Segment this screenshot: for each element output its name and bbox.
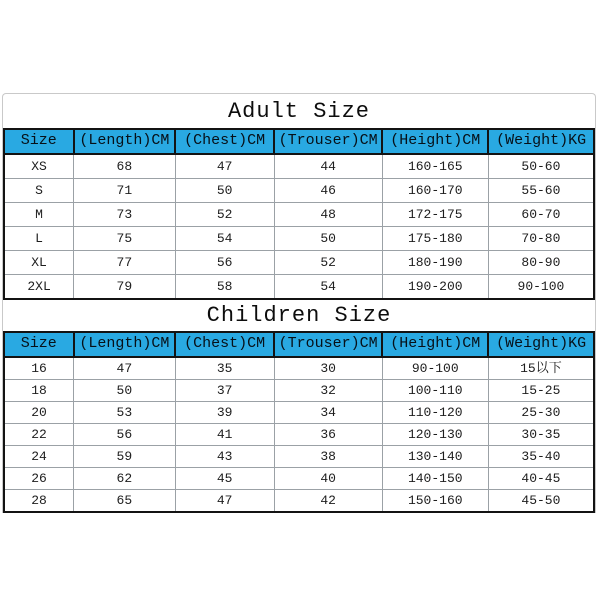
column-header: (Length)CM	[74, 332, 175, 357]
column-header: (Length)CM	[74, 129, 175, 154]
size-cell: 18	[4, 380, 74, 402]
value-cell: 75	[74, 227, 175, 251]
value-cell: 32	[274, 380, 382, 402]
size-chart-card	[2, 93, 596, 513]
adult-header-row	[4, 129, 594, 154]
size-cell: L	[4, 227, 74, 251]
column-header: (Chest)CM	[175, 332, 274, 357]
column-header: (Weight)KG	[488, 129, 594, 154]
value-cell: 15以下	[488, 357, 594, 380]
column-header: Size	[4, 129, 74, 154]
size-cell: 28	[4, 490, 74, 513]
size-cell: 16	[4, 357, 74, 380]
column-header: (Trouser)CM	[274, 332, 382, 357]
value-cell: 46	[274, 179, 382, 203]
value-cell: 56	[74, 424, 175, 446]
value-cell: 36	[274, 424, 382, 446]
table-row	[4, 468, 594, 490]
table-row	[4, 251, 594, 275]
value-cell: 100-110	[382, 380, 488, 402]
value-cell: 190-200	[382, 275, 488, 300]
value-cell: 45	[175, 468, 274, 490]
value-cell: 52	[175, 203, 274, 227]
value-cell: 58	[175, 275, 274, 300]
value-cell: 71	[74, 179, 175, 203]
value-cell: 60-70	[488, 203, 594, 227]
value-cell: 68	[74, 154, 175, 179]
value-cell: 44	[274, 154, 382, 179]
value-cell: 50-60	[488, 154, 594, 179]
table-row	[4, 402, 594, 424]
value-cell: 41	[175, 424, 274, 446]
value-cell: 52	[274, 251, 382, 275]
value-cell: 56	[175, 251, 274, 275]
value-cell: 73	[74, 203, 175, 227]
value-cell: 45-50	[488, 490, 594, 513]
value-cell: 35	[175, 357, 274, 380]
value-cell: 40	[274, 468, 382, 490]
adult-size-title: Adult Size	[227, 99, 371, 124]
table-row	[4, 154, 594, 179]
value-cell: 140-150	[382, 468, 488, 490]
value-cell: 80-90	[488, 251, 594, 275]
column-header: (Height)CM	[382, 129, 488, 154]
size-cell: XL	[4, 251, 74, 275]
value-cell: 59	[74, 446, 175, 468]
value-cell: 39	[175, 402, 274, 424]
value-cell: 47	[74, 357, 175, 380]
table-row	[4, 357, 594, 380]
value-cell: 47	[175, 490, 274, 513]
column-header: (Height)CM	[382, 332, 488, 357]
value-cell: 30-35	[488, 424, 594, 446]
value-cell: 172-175	[382, 203, 488, 227]
adult-size-table	[3, 128, 595, 300]
value-cell: 180-190	[382, 251, 488, 275]
table-row	[4, 275, 594, 300]
children-size-table	[3, 331, 595, 513]
value-cell: 70-80	[488, 227, 594, 251]
column-header: Size	[4, 332, 74, 357]
value-cell: 175-180	[382, 227, 488, 251]
value-cell: 50	[175, 179, 274, 203]
table-row	[4, 179, 594, 203]
value-cell: 34	[274, 402, 382, 424]
value-cell: 110-120	[382, 402, 488, 424]
value-cell: 54	[175, 227, 274, 251]
size-cell: 24	[4, 446, 74, 468]
column-header: (Weight)KG	[488, 332, 594, 357]
size-cell: 26	[4, 468, 74, 490]
children-header-row	[4, 332, 594, 357]
table-row	[4, 424, 594, 446]
children-table-body	[4, 357, 594, 512]
value-cell: 42	[274, 490, 382, 513]
value-cell: 62	[74, 468, 175, 490]
value-cell: 54	[274, 275, 382, 300]
table-row	[4, 490, 594, 513]
value-cell: 25-30	[488, 402, 594, 424]
children-size-title: Children Size	[206, 303, 392, 328]
column-header: (Chest)CM	[175, 129, 274, 154]
table-row	[4, 203, 594, 227]
value-cell: 30	[274, 357, 382, 380]
value-cell: 130-140	[382, 446, 488, 468]
value-cell: 53	[74, 402, 175, 424]
table-row	[4, 227, 594, 251]
size-cell: XS	[4, 154, 74, 179]
value-cell: 37	[175, 380, 274, 402]
value-cell: 90-100	[382, 357, 488, 380]
table-row	[4, 380, 594, 402]
value-cell: 77	[74, 251, 175, 275]
value-cell: 90-100	[488, 275, 594, 300]
value-cell: 40-45	[488, 468, 594, 490]
adult-table-body	[4, 154, 594, 299]
value-cell: 43	[175, 446, 274, 468]
value-cell: 38	[274, 446, 382, 468]
table-row	[4, 446, 594, 468]
value-cell: 50	[74, 380, 175, 402]
value-cell: 160-165	[382, 154, 488, 179]
value-cell: 79	[74, 275, 175, 300]
value-cell: 47	[175, 154, 274, 179]
size-cell: 2XL	[4, 275, 74, 300]
value-cell: 160-170	[382, 179, 488, 203]
size-cell: M	[4, 203, 74, 227]
value-cell: 15-25	[488, 380, 594, 402]
value-cell: 55-60	[488, 179, 594, 203]
value-cell: 50	[274, 227, 382, 251]
value-cell: 120-130	[382, 424, 488, 446]
size-cell: 20	[4, 402, 74, 424]
size-cell: 22	[4, 424, 74, 446]
column-header: (Trouser)CM	[274, 129, 382, 154]
size-cell: S	[4, 179, 74, 203]
value-cell: 150-160	[382, 490, 488, 513]
value-cell: 35-40	[488, 446, 594, 468]
value-cell: 65	[74, 490, 175, 513]
value-cell: 48	[274, 203, 382, 227]
